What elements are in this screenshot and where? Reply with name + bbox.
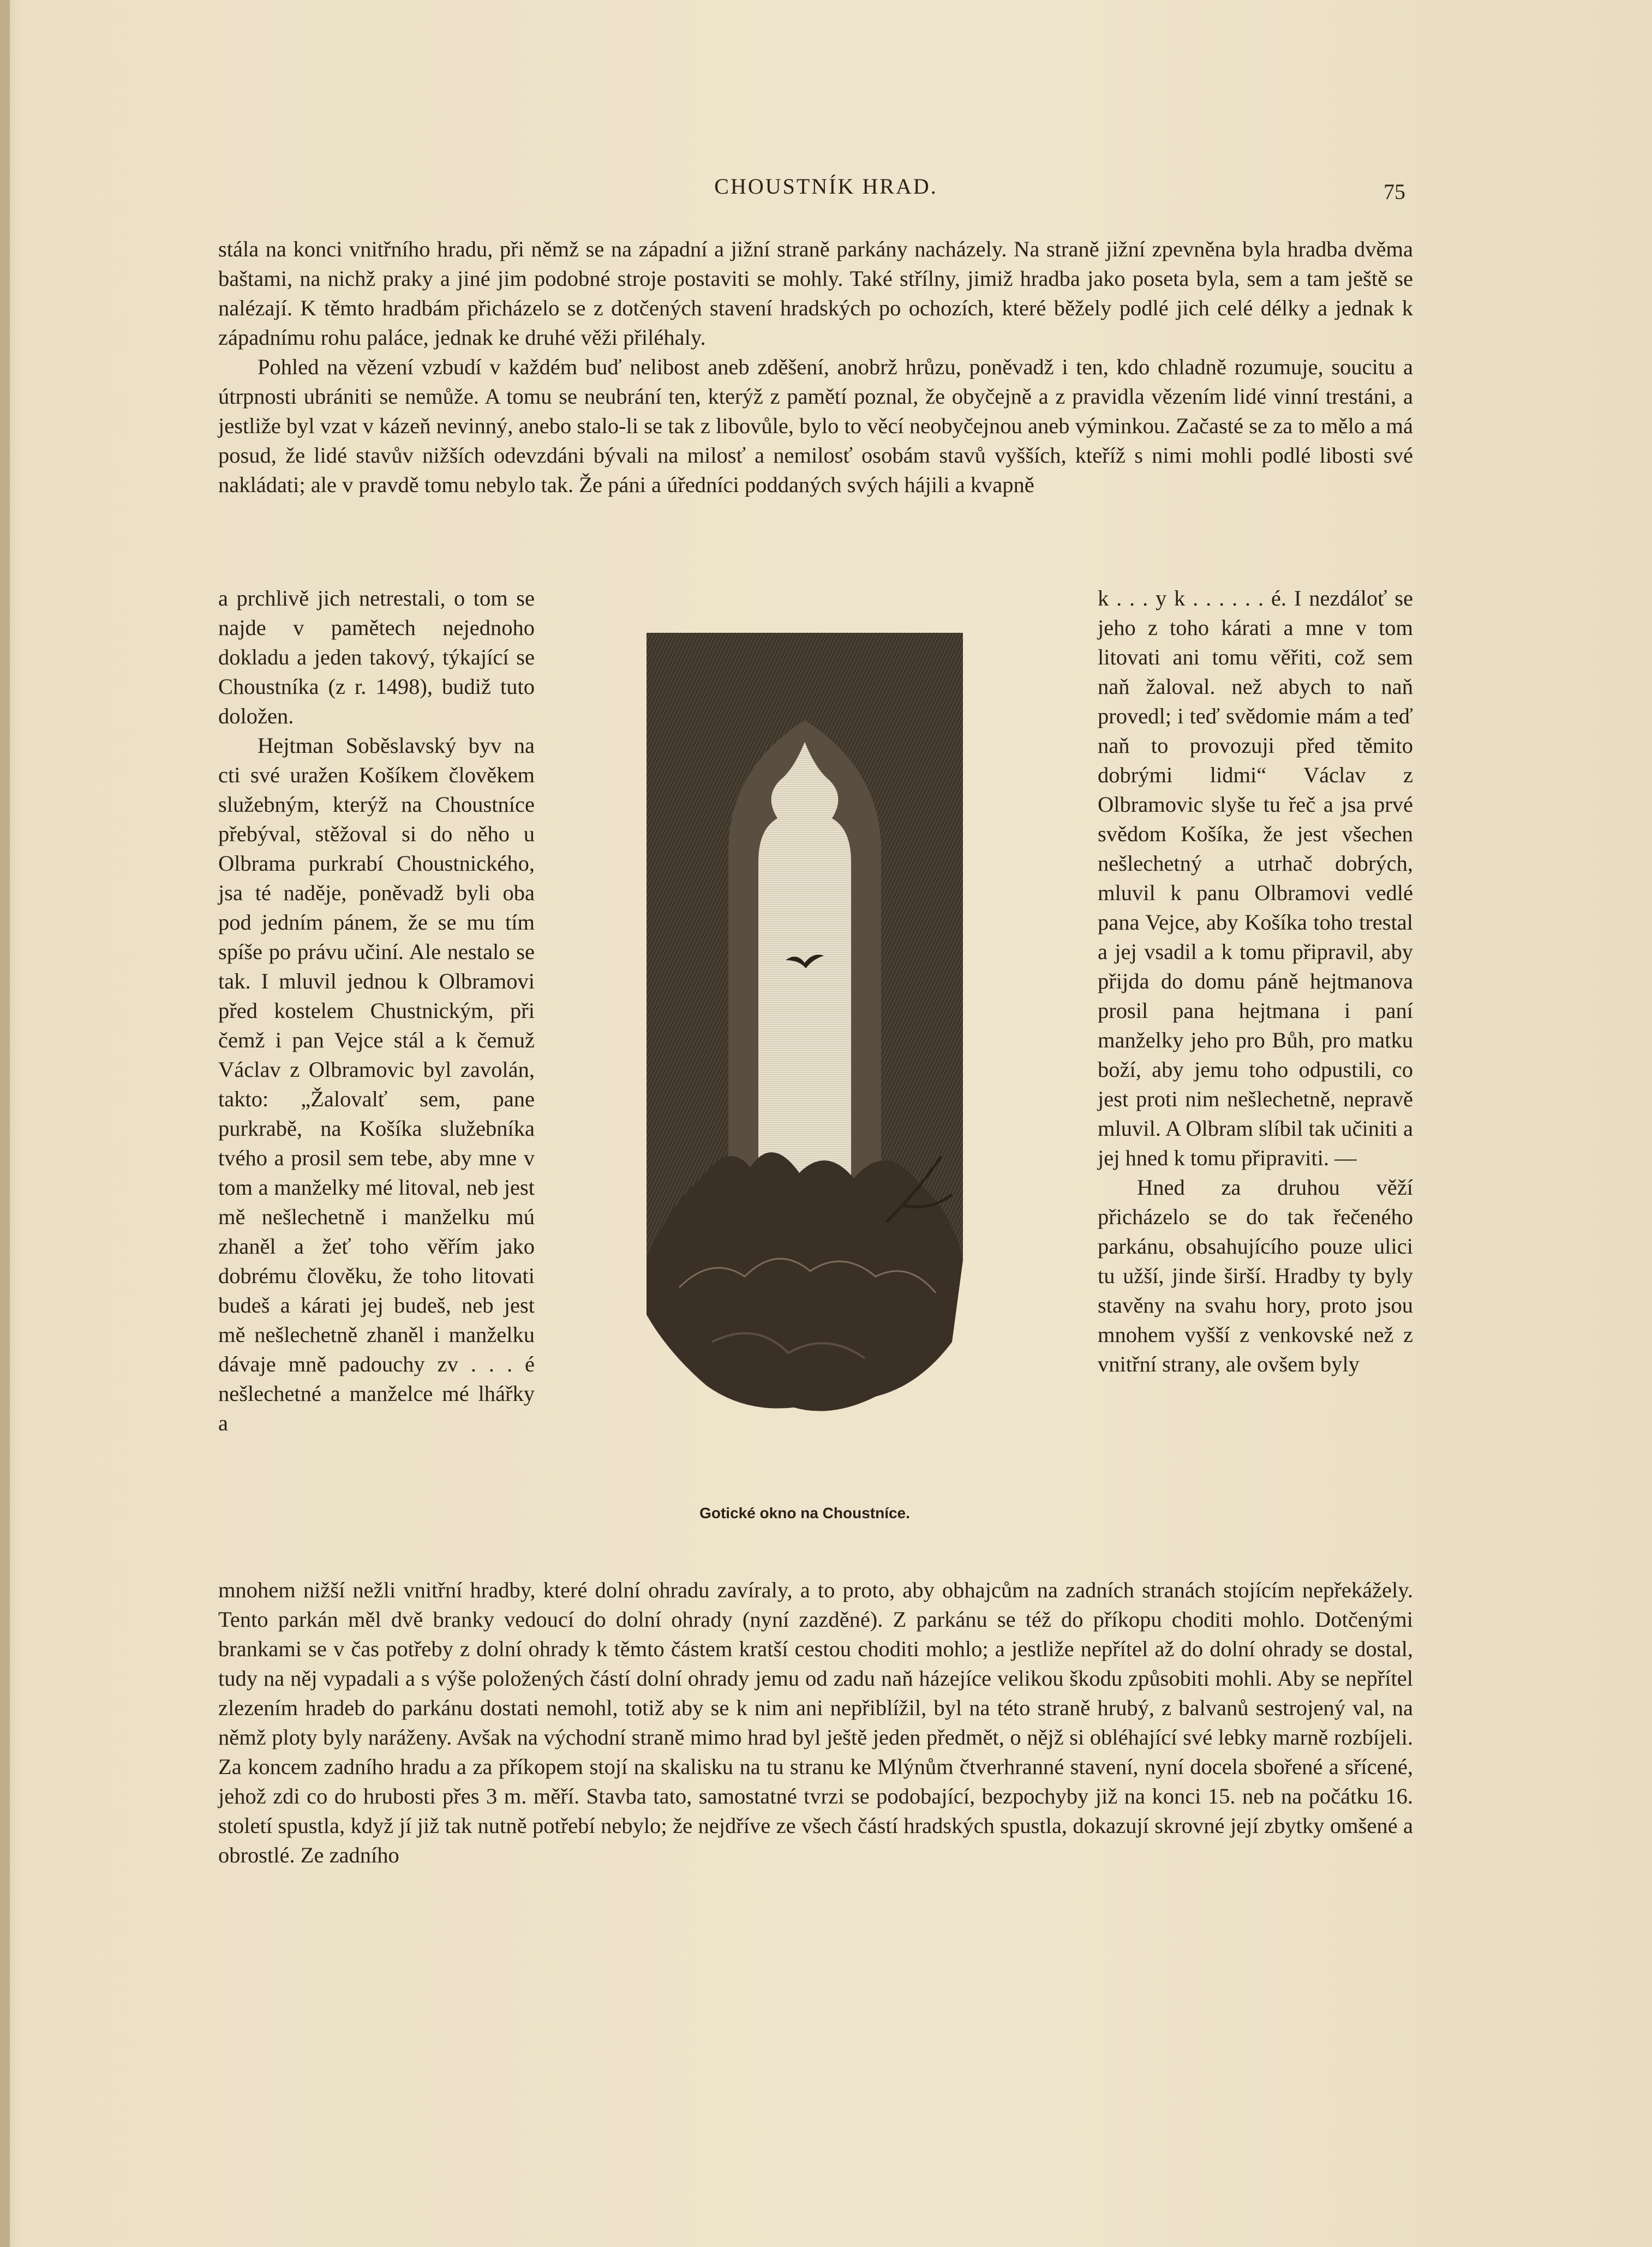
intro-text bbox=[218, 235, 1413, 500]
gothic-window-illustration bbox=[647, 633, 963, 1451]
left-column bbox=[218, 584, 535, 1438]
running-header: CHOUSTNÍK HRAD. bbox=[714, 174, 938, 199]
page-number: 75 bbox=[1384, 179, 1405, 204]
paragraph: k . . . y k . . . . . . é. I nezdáloť se jeho z toho kárati a mne v tom litovati ani tomu věřiti, což sem naň žaloval. než abych to naň provedl; i teď svědomie mám a teď naň to provozuji před těmito dobrými lidmi“ Václav z Olbramovic slyše tu řeč a jsa prvé svědom Košíka, že jest všechen nešlechetný a utrhač dobrých, mluvil k panu Olbramovi vedlé pana Vejce, aby Košíka toho trestal a jej vsadil a k tomu připravil, aby přijda do domu páně hejtmanova prosil pana hejtmana i paní manželky jeho pro Bůh, pro matku boží, aby jemu toho odpustili, co jest proti nim nešlechetně, nepravě mluvil. A Olbram slíbil tak učiniti a jej hned k tomu připraviti. — bbox=[1098, 586, 1413, 1170]
paragraph: mnohem nižší nežli vnitřní hradby, které dolní ohradu zavíraly, a to proto, aby obhajcům na zadních stranách stojícím nepřekážely. Tento parkán měl dvě branky vedoucí do dolní ohrady (nyní zazděné). Z parkánu se též do příkopu choditi mohlo. Dotčenými brankami se v čas potřeby z dolní ohrady k těmto částem kratší cestou choditi mohlo; a jestliže nepřítel až do dolní ohrady se dostal, tudy na něj vypadali a s výše položených částí dolní ohrady jemu od zadu naň házejíce velikou škodu způsobiti mohli. Aby se nepřítel zlezením hradeb do parkánu dostati nemohl, totiž aby se k nim ani nepřiblížil, byl na této straně hrubý, z balvanů sestrojený val, na němž ploty byly naráženy. Avšak na východní straně mimo hrad byl ještě jeden předmět, o nějž si obléhající své lebky marně rozbíjeli. Za koncem zadního hradu a za příkopem stojí na skalisku na tu stranu ke Mlýnům čtverhranné stavení, nyní docela sbořené a sřícené, jehož zdi co do hrubosti přes 3 m. měří. Stavba tato, samostatné tvrzi se podobající, bezpochyby již na konci 15. neb na počátku 16. století spustla, když jí již tak nutně potřebí nebylo; že nejdříve ze všech částí hradských spustla, dokazují skrovné její zbytky omšené a obrostlé. Ze zadního bbox=[218, 1578, 1413, 1867]
figure-caption: Gotické okno na Choustníce. bbox=[699, 1505, 910, 1521]
outro-text bbox=[218, 1575, 1413, 1870]
paragraph: Hned za druhou věží přicházelo se do tak řečeného parkánu, obsahujícího pouze ulici tu užší, jinde širší. Hradby ty byly stavěny na svahu hory, proto jsou mnohem vyšší z venkovské než z vnitřní strany, ale ovšem byly bbox=[1098, 1175, 1413, 1376]
paragraph: a prchlivě jich netrestali, o tom se najde v pamětech nejednoho dokladu a jeden takový, týkající se Choustníka (z r. 1498), budiž tuto doložen. bbox=[218, 586, 535, 728]
paragraph: stála na konci vnitřního hradu, při němž se na západní a jižní straně parkány nacházely. Na straně jižní zpevněna byla hradba dvěma baštami, na nichž praky a jiné jim podobné stroje postaviti se mohly. Také střílny, jimiž hradba jako poseta byla, sem a tam ještě se nalézají. K těmto hradbám přicházelo se z dotčených stavení hradských po ochozích, které běžely podlé jich celé délky a jednak k západnímu rohu paláce, jednak ke druhé věži přiléhaly. bbox=[218, 237, 1413, 350]
gothic-window-icon bbox=[647, 633, 963, 1451]
paragraph: Hejtman Soběslavský byv na cti své uražen Košíkem člověkem služebným, kterýž na Choustníce přebýval, stěžoval si do něho u Olbrama purkrabí Choustnického, jsa té naděje, poněvadž byli oba pod jedním pánem, že se mu tím spíše po právu učiní. Ale nestalo se tak. I mluvil jednou k Olbramovi před kostelem Chustnickým, při čemž i pan Vejce stál a k čemuž Václav z Olbramovic byl zavolán, takto: „Žalovalť sem, pane purkrabě, na Košíka služebníka tvého a prosil sem tebe, aby mne v tom a manželky mé litoval, neb jest mě nešlechetně i manželku mú zhaněl a žeť toho věřím jako dobrému člověku, že toho litovati budeš a kárati jej budeš, neb jest mě nešlechetně zhaněl i manželku dávaje mně padouchy zv . . . é nešlechetné a manželce mé lhářky a bbox=[218, 733, 535, 1435]
paragraph: Pohled na vězení vzbudí v každém buď nelibost aneb zděšení, anobrž hrůzu, poněvadž i ten, kdo chladně rozumuje, soucitu a útrpnosti ubrániti se nemůže. A tomu se neubrání ten, kterýž z pamětí poznal, že obyčejně a z pravidla vězením lidé vinní trestáni, a jestliže byl vzat v kázeň nevinný, anebo stalo-li se tak z libovůle, bylo to věcí neobyčejnou aneb výminkou. Začasté se za to mělo a má posud, že lidé stavův nižších odevzdáni bývali na milosť a nemilosť osobám stavů vyšších, kteříž s nimi mohli podlé libosti své nakládati; ale v pravdě tomu nebylo tak. Že páni a úředníci poddaných svých hájili a kvapně bbox=[218, 355, 1413, 497]
right-column bbox=[1098, 584, 1413, 1379]
page-binding-edge bbox=[0, 0, 10, 2247]
